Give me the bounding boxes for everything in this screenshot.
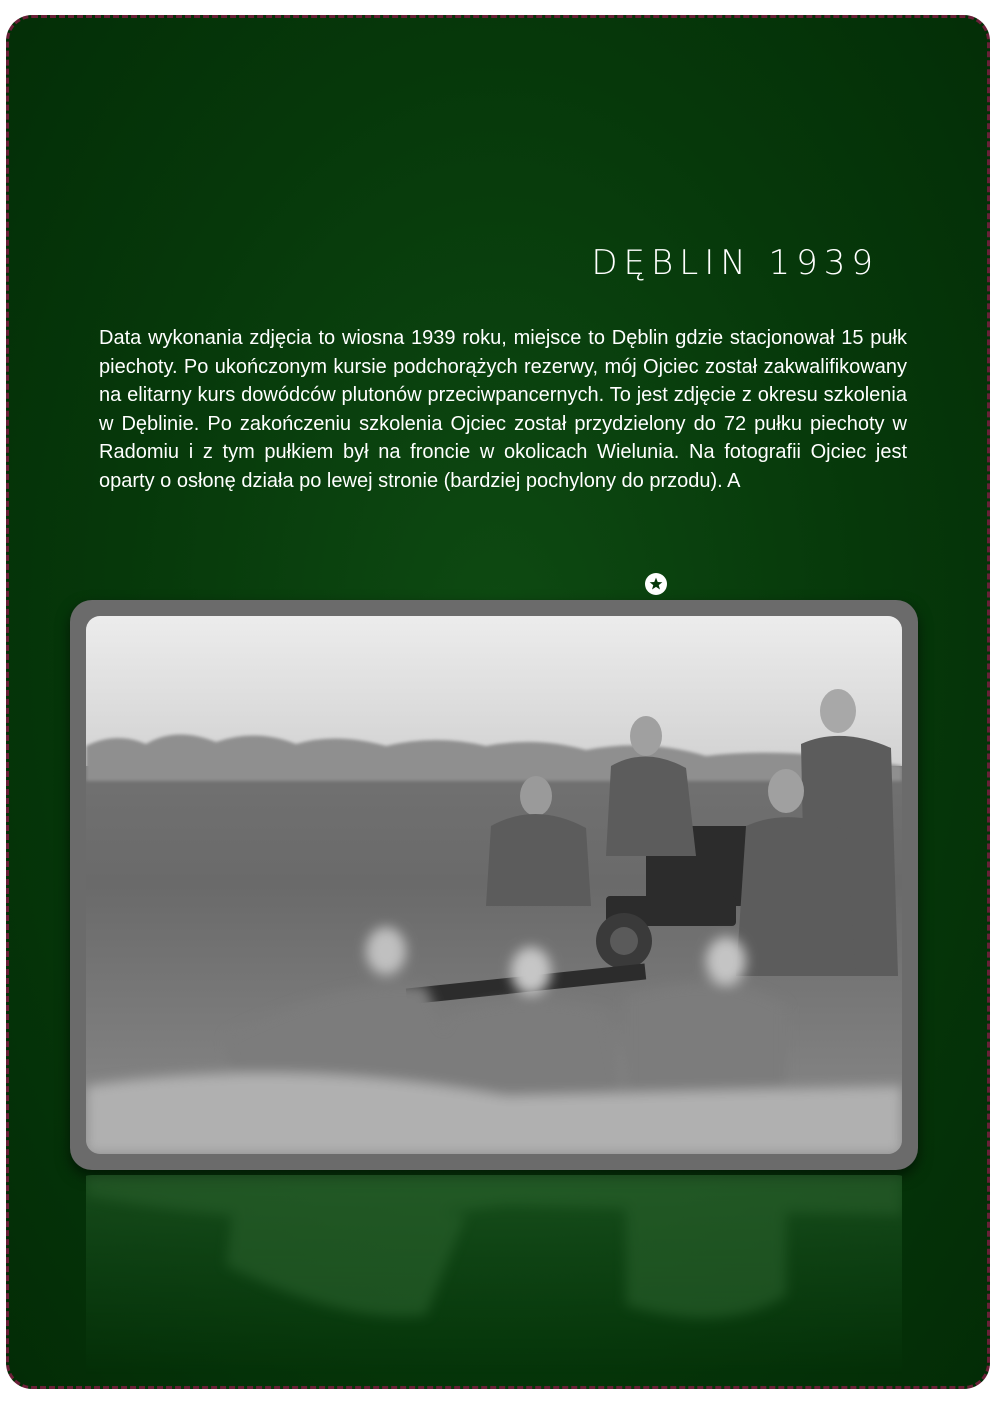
star-circle-icon [645, 573, 667, 595]
photo-illustration [86, 616, 902, 1154]
historical-photo [86, 616, 902, 1154]
photo-frame [70, 600, 918, 1170]
photo-reflection [70, 1175, 918, 1375]
reflection-illustration [86, 1175, 902, 1375]
page-title: DĘBLIN 1939 [591, 243, 879, 283]
description-paragraph: Data wykonania zdjęcia to wiosna 1939 roku, miejsce to Dęblin gdzie stacjonował 15 pułk piechoty. Po ukończonym kursie podchorążych rezerwy, mój Ojciec został zakwalifikowany na elitarny kurs dowódców plutonów przeciwpancernych. To jest zdjęcie z okresu szkolenia w Dęblinie. Po zakończeniu szkolenia Ojciec został przydzielony do 72 pułku piechoty w Radomiu i z tym pułkiem był na froncie w okolicach Wielunia. Na fotografii Ojciec jest oparty o osłonę działa po lewej stronie (bardziej pochylony do przodu). A [99, 327, 907, 492]
